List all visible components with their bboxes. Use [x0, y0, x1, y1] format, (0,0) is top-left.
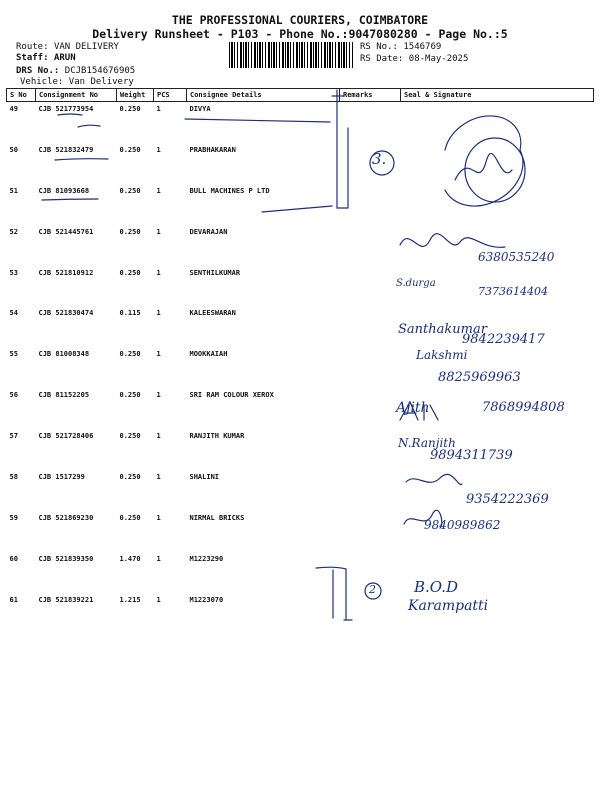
handwritten-name-3: Santhakumar — [398, 322, 487, 337]
cell-consignment: CJB 521839350 — [38, 554, 94, 563]
cell-consignee: SRI RAM COLOUR XEROX — [189, 391, 274, 400]
cell-consignee: BULL MACHINES P LTD — [189, 186, 270, 195]
circled-mark-1-text: 3. — [372, 150, 387, 168]
cell-sno: 52 — [9, 227, 18, 236]
seal-stamp — [445, 116, 523, 206]
handwritten-phone-7: 9354222369 — [466, 492, 549, 507]
cell-sno: 56 — [9, 391, 18, 400]
cell-weight: 0.250 — [119, 268, 141, 277]
cell-consignment: CJB 521869230 — [38, 513, 94, 522]
handwritten-phone-6: 9894311739 — [430, 448, 513, 463]
cell-consignment: CJB 521832479 — [38, 145, 94, 154]
cell-pcs: 1 — [156, 554, 161, 563]
cell-consignee: MOOKKAIAH — [189, 350, 228, 359]
cell-pcs: 1 — [156, 186, 161, 195]
cell-pcs: 1 — [156, 595, 161, 604]
cell-sno: 58 — [9, 473, 18, 482]
handwritten-phone-2: 7373614404 — [478, 285, 548, 298]
cell-weight: 0.250 — [119, 227, 141, 236]
handwritten-place: Karampatti — [408, 598, 489, 614]
handwritten-phone-3: 9842239417 — [462, 332, 545, 347]
cell-sno: 49 — [9, 105, 18, 113]
cell-weight: 0.115 — [119, 309, 141, 318]
cell-consignment: CJB 521445761 — [38, 227, 94, 236]
cell-consignment: CJB 521810912 — [38, 268, 94, 277]
col-remarks: Remarks — [340, 89, 401, 102]
handwritten-bod: B.O.D — [414, 578, 459, 596]
cell-sno: 51 — [9, 186, 18, 195]
underline-consignee-51 — [262, 206, 332, 212]
col-consignment: Consignment No — [36, 89, 117, 102]
handwritten-phone-5: 7868994808 — [482, 400, 565, 415]
cell-consignment: CJB 81093668 — [38, 186, 90, 195]
handwritten-name-2: S.durga — [396, 278, 436, 289]
handwritten-name-6: N.Ranjith — [398, 436, 456, 450]
cell-pcs: 1 — [156, 145, 161, 154]
cell-sno: 57 — [9, 432, 18, 441]
signature-row51 — [455, 153, 512, 180]
vehicle-value: Van Delivery — [68, 77, 134, 87]
cell-pcs: 1 — [156, 309, 161, 318]
rs-date-value: 08-May-2025 — [408, 54, 469, 64]
cell-consignee: RANJITH KUMAR — [189, 432, 245, 441]
round-seal — [465, 138, 525, 202]
signature-row58 — [406, 474, 462, 484]
col-weight: Weight — [117, 89, 154, 102]
bracket-group-2 — [316, 567, 352, 620]
underline-row50 — [55, 159, 108, 160]
cell-consignee: PRABHAKARAN — [189, 145, 236, 154]
cell-consignee: M1223070 — [189, 595, 224, 604]
cell-consignment: CJB 521728406 — [38, 432, 94, 441]
cell-weight: 0.250 — [119, 145, 141, 154]
cell-pcs: 1 — [156, 513, 161, 522]
company-title: THE PROFESSIONAL COURIERS, COIMBATORE — [171, 13, 429, 27]
cell-consignment: CJB 521830474 — [38, 309, 94, 318]
cell-weight: 0.250 — [119, 473, 141, 482]
cell-pcs: 1 — [156, 473, 161, 482]
cell-pcs: 1 — [156, 432, 161, 441]
cell-consignee: DIVYA — [189, 105, 211, 113]
underline-row49-2 — [78, 125, 100, 127]
drs-value: DCJB154676905 — [64, 66, 136, 76]
underline-row49 — [58, 114, 82, 115]
cell-sno: 53 — [9, 268, 18, 277]
staff-line: Staff: ARUN — [16, 53, 76, 63]
cell-weight: 0.250 — [119, 105, 141, 113]
rs-no-line: RS No.: 1546769 — [360, 42, 442, 52]
handwritten-name-5: Ajith — [396, 400, 430, 416]
cell-consignment: CJB 81008348 — [38, 350, 90, 359]
circled-mark-2-text: 2 — [369, 583, 376, 596]
cell-sno: 59 — [9, 513, 18, 522]
runsheet-subtitle: Delivery Runsheet - P103 - Phone No.:9047080280 - Page No.:5 — [92, 27, 508, 41]
underline-consignee-49 — [185, 119, 330, 122]
handwritten-phone-4: 8825969963 — [438, 370, 521, 385]
rs-date-line: RS Date: 08-May-2025 — [360, 54, 469, 64]
cell-consignment: CJB 1517299 — [38, 473, 85, 482]
rs-no-value: 1546769 — [403, 42, 442, 52]
cell-consignee: SENTHILKUMAR — [189, 268, 241, 277]
cell-consignee: SHALINI — [189, 473, 220, 482]
handwritten-phone-8: 9840989862 — [424, 518, 501, 532]
cell-weight: 1.215 — [119, 595, 141, 604]
cell-consignee: DEVARAJAN — [189, 227, 228, 236]
col-sno: S No — [7, 89, 36, 102]
col-pcs: PCS — [154, 89, 187, 102]
cell-consignee: KALEESWARAN — [189, 309, 236, 318]
cell-sno: 50 — [9, 145, 18, 154]
vehicle-line: Vehicle: Van Delivery — [20, 77, 134, 87]
drs-line: DRS No.: DCJB154676905 — [16, 66, 136, 76]
cell-sno: 54 — [9, 309, 18, 318]
col-consignee: Consignee Details — [187, 89, 340, 102]
cell-weight: 0.250 — [119, 350, 141, 359]
cell-pcs: 1 — [156, 350, 161, 359]
cell-weight: 0.250 — [119, 391, 141, 400]
cell-consignee: NIRMAL BRICKS — [189, 513, 245, 522]
cell-consignment: CJB 521773954 — [38, 105, 94, 113]
cell-weight: 0.250 — [119, 186, 141, 195]
cell-pcs: 1 — [156, 268, 161, 277]
signature-row52 — [400, 234, 505, 248]
cell-consignment: CJB 521839221 — [38, 595, 94, 604]
route-line: Route: VAN DELIVERY — [16, 42, 119, 52]
route-value: VAN DELIVERY — [53, 42, 119, 52]
cell-consignee: M1223290 — [189, 554, 224, 563]
cell-sno: 60 — [9, 554, 18, 563]
handwritten-name-4: Lakshmi — [416, 348, 468, 362]
handwritten-phone-1: 6380535240 — [478, 250, 555, 264]
cell-weight: 1.470 — [119, 554, 141, 563]
cell-sno: 55 — [9, 350, 18, 359]
cell-pcs: 1 — [156, 227, 161, 236]
cell-sno: 61 — [9, 595, 18, 604]
col-seal: Seal & Signature — [401, 89, 594, 102]
staff-value: ARUN — [53, 53, 76, 63]
underline-row51 — [42, 199, 98, 200]
bracket-group-1 — [337, 90, 348, 208]
cell-pcs: 1 — [156, 391, 161, 400]
cell-consignment: CJB 81152205 — [38, 391, 90, 400]
cell-pcs: 1 — [156, 105, 161, 113]
cell-weight: 0.250 — [119, 513, 141, 522]
cell-weight: 0.250 — [119, 432, 141, 441]
